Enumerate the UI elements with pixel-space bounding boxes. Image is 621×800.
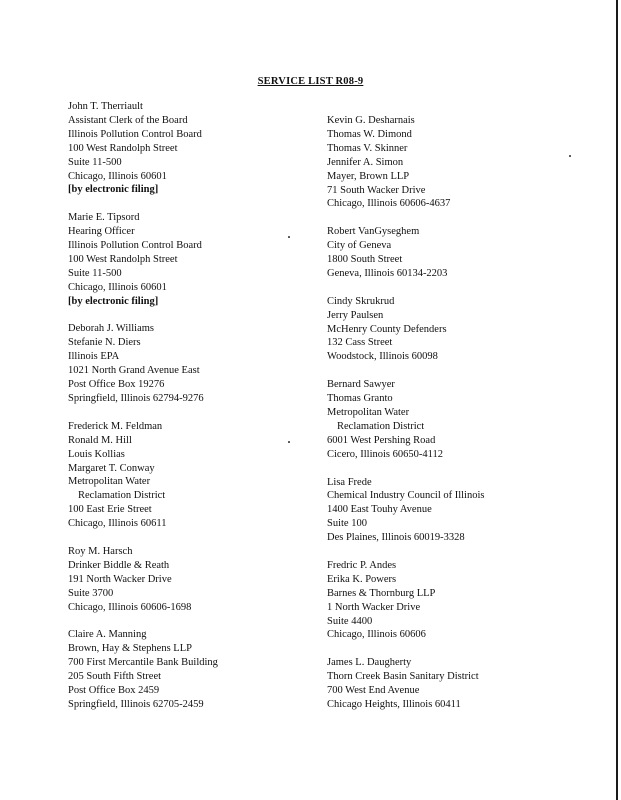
entry-address-line: 700 First Mercantile Bank Building [68, 657, 218, 669]
entry-name-line: Marie E. Tipsord [68, 212, 140, 224]
service-list-entry [68, 322, 318, 405]
entry-address-line: Des Plaines, Illinois 60019-3328 [327, 532, 465, 544]
entry-spacer [68, 406, 318, 420]
entry-address-line: Suite 4400 [327, 615, 373, 627]
service-list-entry [68, 100, 318, 197]
entry-address-line: Jerry Paulsen [327, 309, 384, 321]
entry-address-line: 1400 East Touhy Avenue [327, 504, 432, 516]
entry-address-line: Springfield, Illinois 62794-9276 [68, 393, 204, 404]
entry-name-line: John T. Therriault [68, 101, 143, 112]
entry-address-line: Geneva, Illinois 60134-2203 [327, 267, 448, 279]
entry-name-line: Kevin G. Desharnais [327, 115, 415, 126]
entry-address-line: Brown, Hay & Stephens LLP [68, 643, 192, 655]
entry-address-line: Illinois Pollution Control Board [68, 240, 202, 252]
entry-address-line: Chicago Heights, Illinois 60411 [327, 698, 461, 710]
entry-address-line: 700 West End Avenue [327, 685, 420, 697]
entry-address-line: 191 North Wacker Drive [68, 573, 172, 585]
entry-address-line: Drinker Biddle & Reath [68, 559, 170, 571]
entry-name-line: James L. Daugherty [327, 657, 412, 669]
entry-address-line: 205 South Fifth Street [68, 671, 162, 683]
entry-address-line: 71 South Wacker Drive [327, 184, 426, 196]
entry-address-line: 132 Cass Street [327, 337, 393, 349]
service-list-entry [327, 225, 577, 281]
service-list-left-column [68, 100, 318, 712]
entry-name-line: Roy M. Harsch [68, 545, 133, 557]
entry-address-line: McHenry County Defenders [327, 323, 447, 335]
entry-address-line: Thorn Creek Basin Sanitary District [327, 671, 479, 683]
entry-address-line: Ronald M. Hill [68, 434, 132, 446]
entry-address-line: Stefanie N. Diers [68, 337, 141, 349]
entry-name-line: Cindy Skrukrud [327, 295, 395, 307]
service-list-entry [68, 628, 318, 711]
entry-spacer [327, 642, 577, 656]
entry-address-line: Springfield, Illinois 62705-2459 [68, 698, 204, 710]
entry-address-line: Woodstock, Illinois 60098 [327, 351, 438, 363]
entry-spacer [327, 364, 577, 378]
entry-address-line: Illinois Pollution Control Board [68, 128, 202, 140]
entry-address-line: Suite 11-500 [68, 156, 122, 168]
entry-address-line: 1800 South Street [327, 254, 403, 266]
service-list-entry [327, 114, 577, 211]
entry-address-line: Reclamation District [337, 420, 425, 432]
entry-address-line: Margaret T. Conway [68, 462, 155, 474]
entry-address-line: Hearing Officer [68, 226, 135, 238]
entry-name-line: Deborah J. Williams [68, 323, 154, 335]
entry-address-line: Chicago, Illinois 60606-4637 [327, 198, 451, 210]
entry-address-line: [by electronic filing] [68, 184, 159, 196]
entry-address-line: 1 North Wacker Drive [327, 601, 421, 613]
service-list-entry [327, 295, 577, 365]
entry-address-line: Chicago, Illinois 60601 [68, 281, 167, 293]
entry-address-line: Chicago, Illinois 60601 [68, 170, 167, 182]
entry-address-line: Chicago, Illinois 60606-1698 [68, 601, 192, 613]
entry-name-line: Bernard Sawyer [327, 379, 395, 391]
entry-name-line: Fredric P. Andes [327, 559, 397, 571]
entry-address-line: City of Geneva [327, 240, 392, 252]
entry-address-line: Assistant Clerk of the Board [68, 114, 188, 126]
entry-address-line: Chicago, Illinois 60611 [68, 518, 167, 530]
service-list-right-column [327, 114, 577, 712]
entry-address-line: Barnes & Thornburg LLP [327, 587, 436, 599]
service-list-entry [327, 476, 577, 546]
entry-name-line: Lisa Frede [327, 476, 372, 488]
service-list-entry [327, 378, 577, 461]
entry-address-line: 100 East Erie Street [68, 504, 152, 516]
entry-address-line: Thomas W. Dimond [327, 128, 412, 140]
entry-name-line: Frederick M. Feldman [68, 420, 163, 432]
entry-address-line: Post Office Box 2459 [68, 684, 160, 696]
entry-address-line: 100 West Randolph Street [68, 142, 178, 154]
entry-spacer [68, 614, 318, 628]
entry-spacer [68, 531, 318, 545]
entry-name-line: Robert VanGyseghem [327, 226, 420, 238]
entry-address-line: Louis Kollias [68, 448, 125, 460]
entry-address-line: Metropolitan Water [327, 406, 410, 418]
service-list-entry [68, 211, 318, 308]
entry-address-line: Thomas V. Skinner [327, 142, 408, 154]
entry-address-line: Metropolitan Water [68, 476, 151, 488]
service-list-entry [327, 559, 577, 642]
entry-address-line: Suite 100 [327, 518, 367, 530]
document-title: SERVICE LIST R08-9 [257, 76, 364, 87]
entry-address-line: Reclamation District [78, 490, 166, 502]
scan-edge-line [616, 0, 618, 800]
entry-address-line: Chicago, Illinois 60606 [327, 629, 426, 641]
entry-address-line: Chemical Industry Council of Illinois [327, 490, 485, 502]
entry-address-line: [by electronic filing] [68, 295, 159, 307]
entry-spacer [327, 211, 577, 225]
service-list-entry [327, 656, 577, 712]
entry-spacer [327, 281, 577, 295]
entry-spacer [327, 462, 577, 476]
entry-address-line: Suite 3700 [68, 587, 114, 599]
entry-address-line: 6001 West Pershing Road [327, 434, 436, 446]
entry-spacer [327, 545, 577, 559]
entry-name-line: Claire A. Manning [68, 629, 147, 641]
service-list-entry [68, 545, 318, 615]
entry-address-line: 100 West Randolph Street [68, 253, 178, 265]
entry-address-line: Mayer, Brown LLP [327, 170, 410, 182]
entry-address-line: Suite 11-500 [68, 267, 122, 279]
entry-address-line: Jennifer A. Simon [327, 156, 404, 168]
entry-address-line: Erika K. Powers [327, 573, 397, 585]
entry-address-line: Thomas Granto [327, 393, 393, 405]
entry-spacer [68, 309, 318, 323]
entry-spacer [68, 197, 318, 211]
entry-address-line: Illinois EPA [68, 351, 120, 363]
entry-address-line: 1021 North Grand Avenue East [68, 365, 200, 377]
entry-address-line: Cicero, Illinois 60650-4112 [327, 448, 443, 460]
service-list-entry [68, 420, 318, 531]
entry-address-line: Post Office Box 19276 [68, 379, 165, 391]
